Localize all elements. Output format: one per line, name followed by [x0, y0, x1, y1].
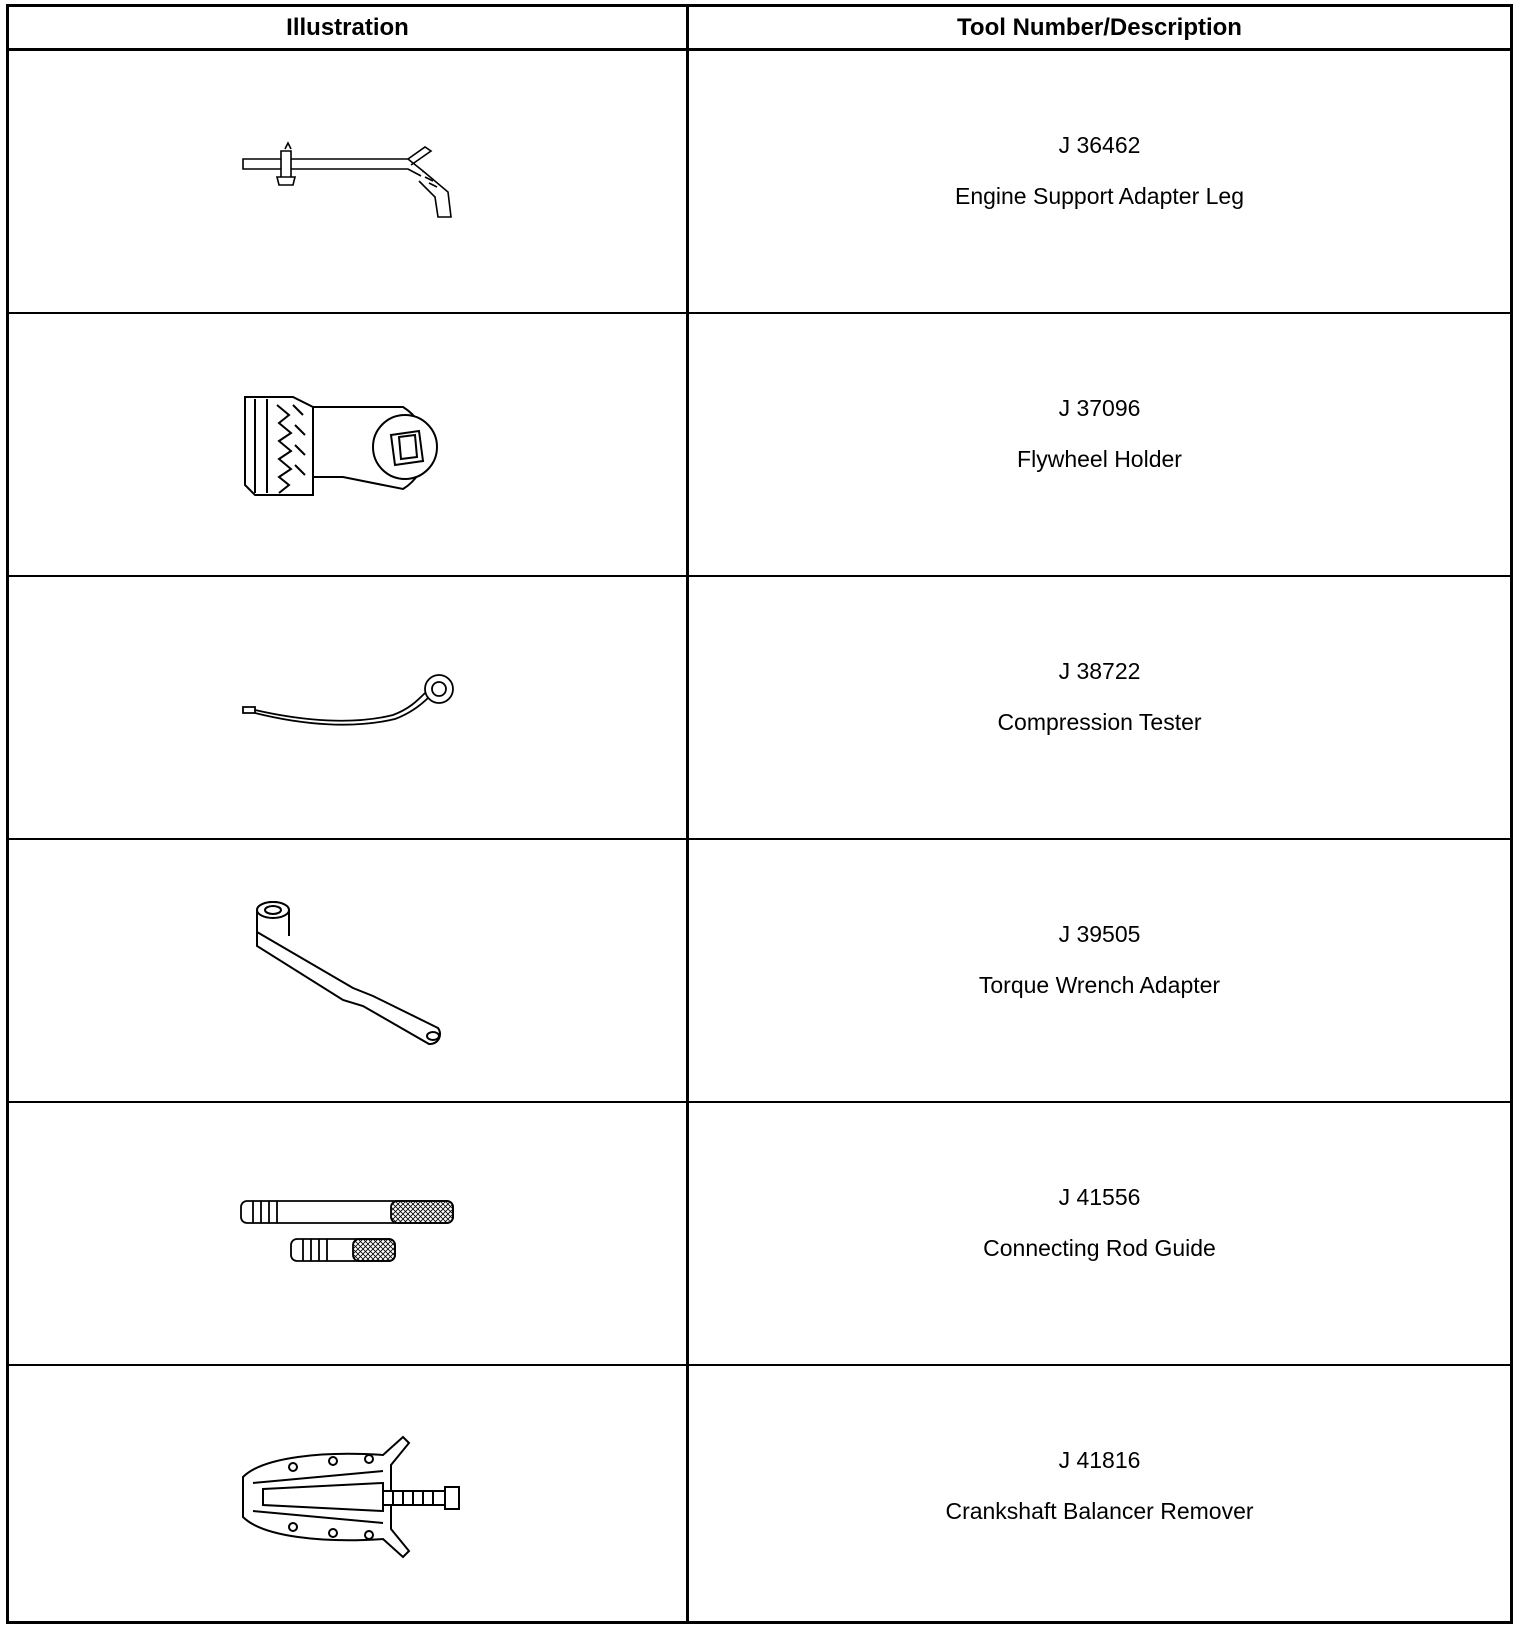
tool-description: Engine Support Adapter Leg: [954, 182, 1244, 209]
tool-description: Connecting Rod Guide: [983, 1234, 1216, 1261]
tool-number: J 36462: [1058, 131, 1141, 158]
crankshaft-balancer-remover-icon: [233, 1427, 463, 1567]
table-row: [9, 577, 1510, 840]
tool-description: Torque Wrench Adapter: [978, 971, 1221, 998]
tool-number: J 41816: [1058, 1446, 1141, 1473]
table-row: [9, 51, 1510, 314]
table-header: [9, 7, 1510, 51]
compression-tester-icon: [233, 673, 463, 743]
tool-description: Flywheel Holder: [1017, 445, 1182, 472]
table-row: [9, 314, 1510, 577]
connecting-rod-guide-icon: [233, 1189, 463, 1279]
flywheel-holder-icon: [233, 385, 463, 505]
table-row: [9, 1103, 1510, 1366]
engine-support-adapter-leg-icon: [233, 137, 463, 227]
header-tool-number: Tool Number/Description: [957, 14, 1242, 41]
header-illustration: Illustration: [286, 14, 409, 41]
tool-table: [6, 4, 1513, 1624]
torque-wrench-adapter-icon: [233, 896, 463, 1046]
table-row: [9, 1366, 1510, 1627]
tool-number: J 41556: [1058, 1183, 1141, 1210]
table-row: [9, 840, 1510, 1103]
tool-number: J 38722: [1058, 657, 1141, 684]
tool-number: J 37096: [1058, 394, 1141, 421]
tool-number: J 39505: [1058, 920, 1141, 947]
tool-description: Compression Tester: [997, 708, 1202, 735]
tool-description: Crankshaft Balancer Remover: [945, 1497, 1254, 1524]
